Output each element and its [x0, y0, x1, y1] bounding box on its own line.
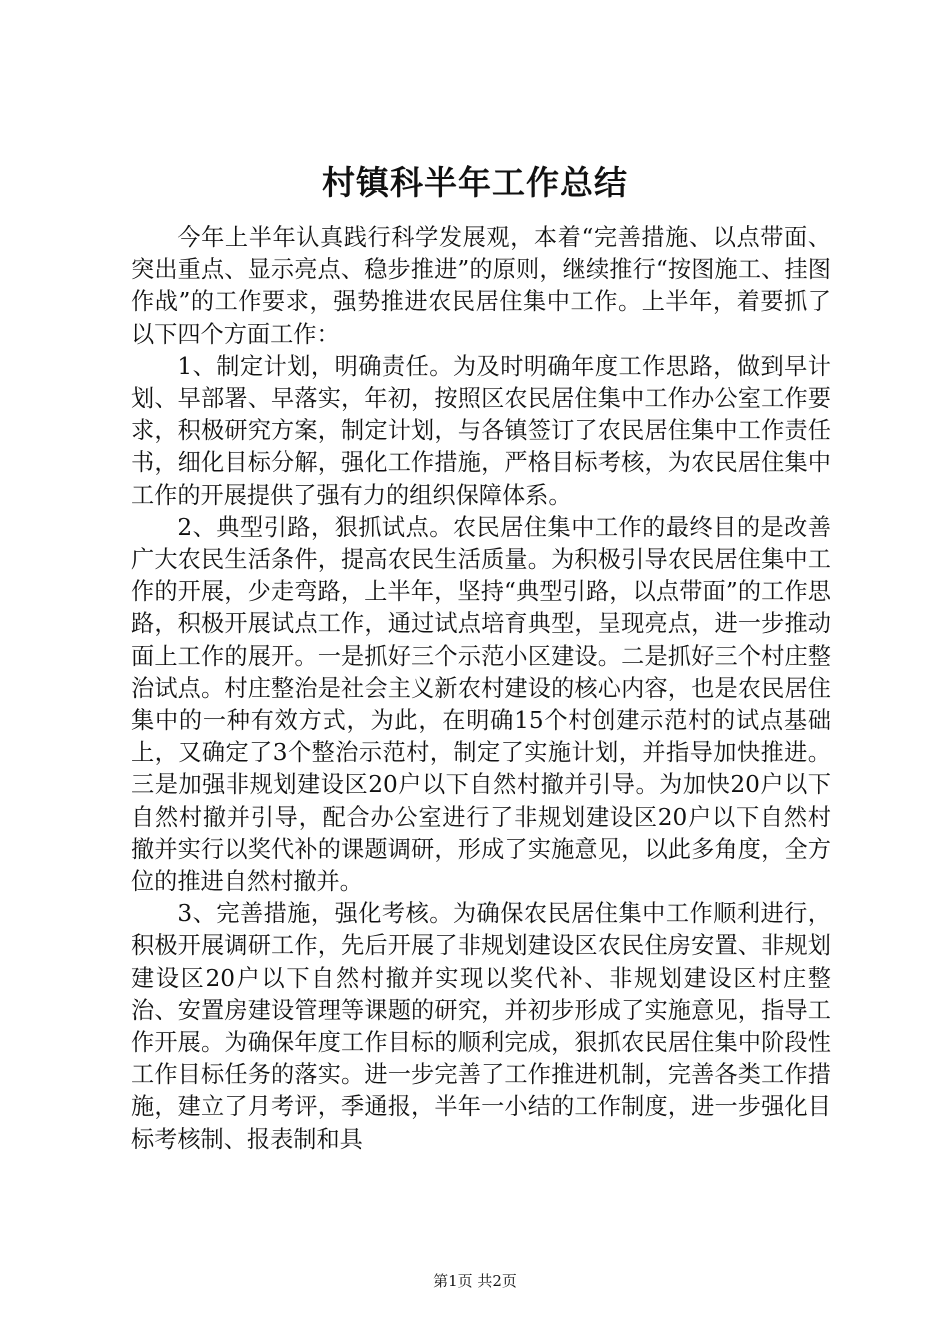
document-body	[131, 222, 831, 1156]
document-title: 村镇科半年工作总结	[322, 163, 628, 202]
paragraph-section-3: 3、完善措施，强化考核。为确保农民居住集中工作顺利进行，积极开展调研工作，先后开展了非规划建设区农民住房安置、非规划建设区20户以下自然村撤并实现以奖代补、非规划建设区村庄整治、安置房建设管理等课题的研究，并初步形成了实施意见，指导工作开展。为确保年度工作目标的顺利完成，狠抓农民居住集中阶段性工作目标任务的落实。进一步完善了工作推进机制，完善各类工作措施，建立了月考评，季通报，半年一小结的工作制度，进一步强化目标考核制、报表制和具	[131, 900, 831, 1153]
paragraph-intro: 今年上半年认真践行科学发展观，本着“完善措施、以点带面、突出重点、显示亮点、稳步推进”的原则，继续推行“按图施工、挂图作战”的工作要求，强势推进农民居住集中工作。上半年，着要抓了以下四个方面工作：	[131, 224, 831, 348]
paragraph-section-2: 2、典型引路，狠抓试点。农民居住集中工作的最终目的是改善广大农民生活条件，提高农民生活质量。为积极引导农民居住集中工作的开展，少走弯路，上半年，坚持“典型引路，以点带面”的工作思路，积极开展试点工作，通过试点培育典型，呈现亮点，进一步推动面上工作的展开。一是抓好三个示范小区建设。二是抓好三个村庄整治试点。村庄整治是社会主义新农村建设的核心内容，也是农民居住集中的一种有效方式，为此，在明确15个村创建示范村的试点基础上，又确定了3个整治示范村，制定了实施计划，并指导加快推进。三是加强非规划建设区20户以下自然村撤并引导。为加快20户以下自然村撤并引导，配合办公室进行了非规划建设区20户以下自然村撤并实行以奖代补的课题调研，形成了实施意见，以此多角度，全方位的推进自然村撤并。	[131, 513, 831, 896]
paragraph-section-1: 1、制定计划，明确责任。为及时明确年度工作思路，做到早计划、早部署、早落实，年初，按照区农民居住集中工作办公室工作要求，积极研究方案，制定计划，与各镇签订了农民居住集中工作责任书，细化目标分解，强化工作措施，严格目标考核，为农民居住集中工作的开展提供了强有力的组织保障体系。	[131, 352, 831, 509]
page-number-footer: 第1页 共2页	[433, 1272, 517, 1290]
